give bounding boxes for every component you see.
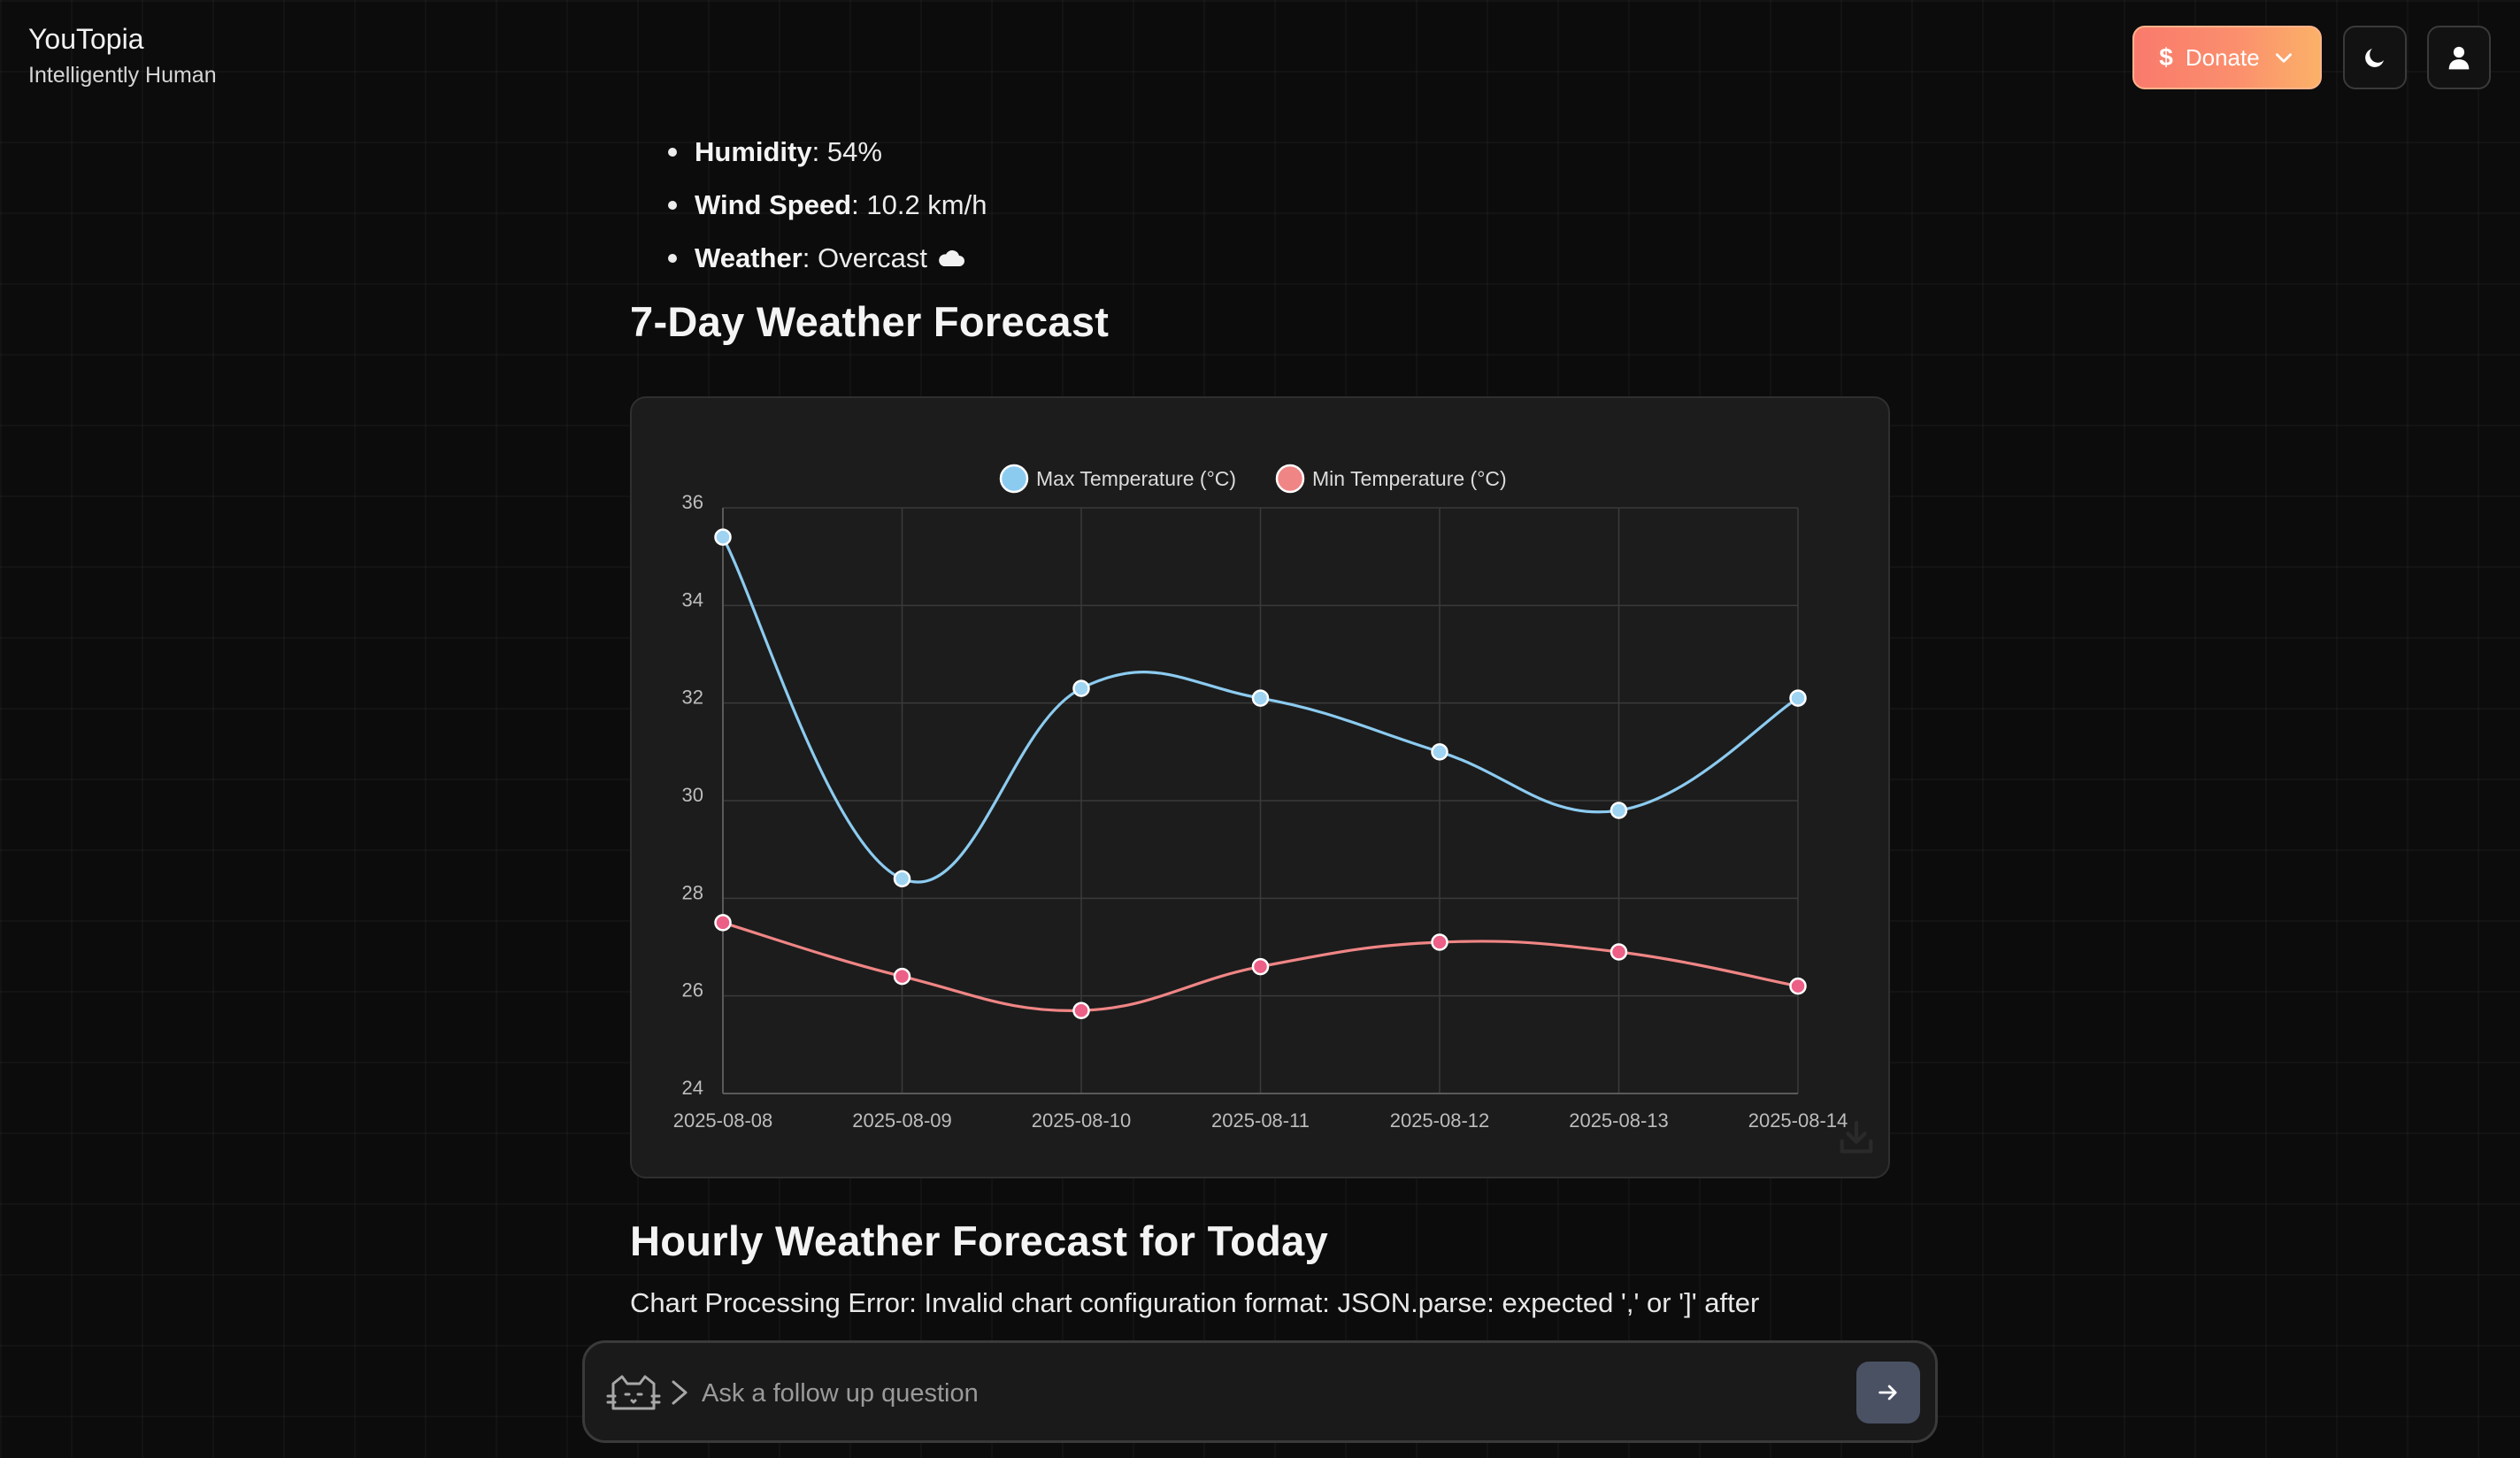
data-point (1611, 945, 1626, 960)
user-menu-button[interactable] (2427, 26, 2491, 89)
legend-label: Min Temperature (°C) (1312, 467, 1507, 490)
current-weather-list (695, 126, 987, 285)
x-tick-label: 2025-08-10 (1031, 1109, 1132, 1132)
data-point (716, 915, 731, 930)
legend-label: Max Temperature (°C) (1036, 467, 1237, 490)
weather-field-value: : Overcast (802, 242, 928, 273)
data-point (1253, 959, 1268, 974)
app-subtitle: Intelligently Human (28, 63, 217, 88)
hourly-heading: Hourly Weather Forecast for Today (630, 1217, 1329, 1264)
followup-bar (582, 1340, 1938, 1443)
legend-marker (1001, 465, 1027, 492)
forecast-line-chart (632, 398, 1888, 1177)
moon-icon (2362, 44, 2388, 71)
data-point (895, 871, 910, 886)
x-tick-label: 2025-08-13 (1569, 1109, 1669, 1132)
data-point (1433, 744, 1448, 759)
cloud-icon (936, 248, 966, 269)
x-tick-label: 2025-08-08 (672, 1109, 773, 1132)
forecast-chart-card (630, 396, 1890, 1178)
data-point (1074, 681, 1089, 696)
list-item (695, 126, 987, 179)
y-tick-label: 32 (681, 686, 703, 709)
x-tick-label: 2025-08-09 (852, 1109, 952, 1132)
y-tick-label: 28 (681, 881, 703, 904)
brand[interactable] (28, 19, 217, 90)
data-point (1074, 1003, 1089, 1018)
app-title: YouTopia (28, 23, 144, 55)
x-tick-label: 2025-08-12 (1389, 1109, 1490, 1132)
chart-error-message: Chart Processing Error: Invalid chart configuration format: JSON.parse: expected ',' or ']' after (630, 1287, 1760, 1318)
x-tick-label: 2025-08-14 (1748, 1109, 1848, 1132)
download-chart-button[interactable] (1832, 1113, 1881, 1163)
weather-field-value: : 54% (811, 136, 882, 167)
download-icon (1836, 1117, 1877, 1158)
y-tick-label: 30 (681, 784, 703, 806)
y-tick-label: 24 (681, 1077, 703, 1099)
dollar-icon: $ (2159, 43, 2173, 71)
list-item (695, 232, 987, 285)
weather-field-label: Wind Speed (695, 189, 852, 220)
list-item (695, 179, 987, 232)
donate-label: Donate (2185, 43, 2260, 71)
weather-field-value: : 10.2 km/h (851, 189, 987, 220)
followup-input[interactable] (700, 1368, 1801, 1419)
data-point (895, 969, 910, 984)
data-point (1791, 978, 1806, 994)
data-point (1433, 934, 1448, 949)
x-tick-label: 2025-08-11 (1211, 1109, 1310, 1132)
chart-legend (1001, 465, 1507, 492)
arrow-right-icon (1876, 1380, 1901, 1405)
legend-marker (1277, 465, 1303, 492)
theme-toggle-button[interactable] (2343, 26, 2407, 89)
send-button[interactable] (1856, 1362, 1920, 1423)
donate-button[interactable] (2132, 26, 2322, 89)
weather-field-label: Weather (695, 242, 803, 273)
weather-field-label: Humidity (695, 136, 812, 167)
forecast-heading: 7-Day Weather Forecast (630, 298, 1110, 345)
y-tick-label: 36 (681, 491, 703, 513)
data-point (1611, 803, 1626, 818)
y-tick-label: 26 (681, 978, 703, 1001)
user-icon (2445, 43, 2473, 72)
data-point (716, 530, 731, 545)
cat-icon (606, 1370, 661, 1416)
y-tick-label: 34 (681, 588, 703, 611)
chevron-right-icon (668, 1378, 691, 1407)
chevron-down-icon (2272, 46, 2295, 69)
data-point (1253, 691, 1268, 706)
chart-grid (723, 508, 1798, 1094)
data-point (1791, 691, 1806, 706)
